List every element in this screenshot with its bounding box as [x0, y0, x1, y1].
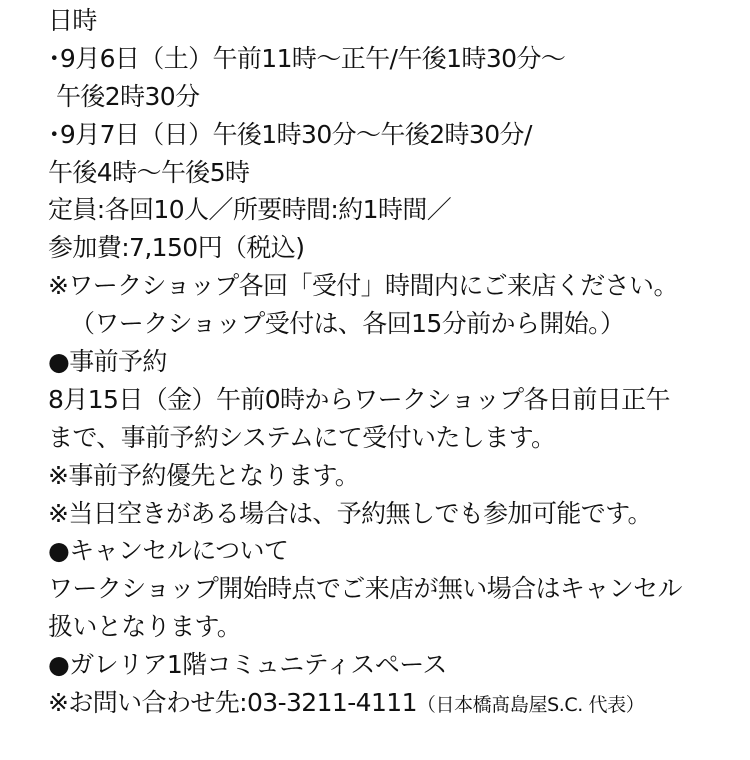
schedule-sep6-line2: 午後2時30分 [56, 81, 200, 111]
participation-fee: 参加費:7,150円（税込) [48, 233, 305, 263]
cancellation-text-line1: ワークショップ開始時点でご来店が無い場合はキャンセル [48, 574, 682, 604]
reservation-priority-note: ※事前予約優先となります。 [48, 460, 360, 490]
contact-phone: ※お問い合わせ先:03-3211-4111 [48, 688, 417, 718]
contact-line [48, 684, 748, 722]
reservation-text-line2: まで、事前予約システムにて受付いたします。 [48, 422, 556, 452]
section-heading-reservation: ●事前予約 [48, 347, 167, 377]
capacity-duration: 定員:各回10人／所要時間:約1時間／ [48, 195, 452, 225]
section-heading-datetime: 日時 [48, 6, 97, 35]
schedule-sep7-line1: ･9月7日（日）午後1時30分〜午後2時30分/ [48, 119, 532, 149]
schedule-sep7-line2: 午後4時〜午後5時 [48, 157, 250, 187]
contact-organization: （日本橋髙島屋S.C. 代表） [416, 694, 645, 717]
reservation-text-line1: 8月15日（金）午前0時からワークショップ各日前日正午 [48, 384, 670, 414]
reception-note-detail: （ワークショップ受付は、各回15分前から開始。） [70, 309, 625, 339]
section-heading-venue: ●ガレリア1階コミュニティスペース [48, 650, 447, 680]
event-info-document [48, 2, 748, 722]
cancellation-text-line2: 扱いとなります。 [48, 612, 242, 642]
reception-note: ※ワークショップ各回「受付」時間内にご来店ください。 [48, 271, 678, 301]
same-day-note: ※当日空きがある場合は、予約無しでも参加可能です。 [48, 498, 652, 528]
section-heading-cancellation: ●キャンセルについて [48, 536, 289, 566]
schedule-sep6-line1: ･9月6日（土）午前11時〜正午/午後1時30分〜 [48, 43, 566, 73]
